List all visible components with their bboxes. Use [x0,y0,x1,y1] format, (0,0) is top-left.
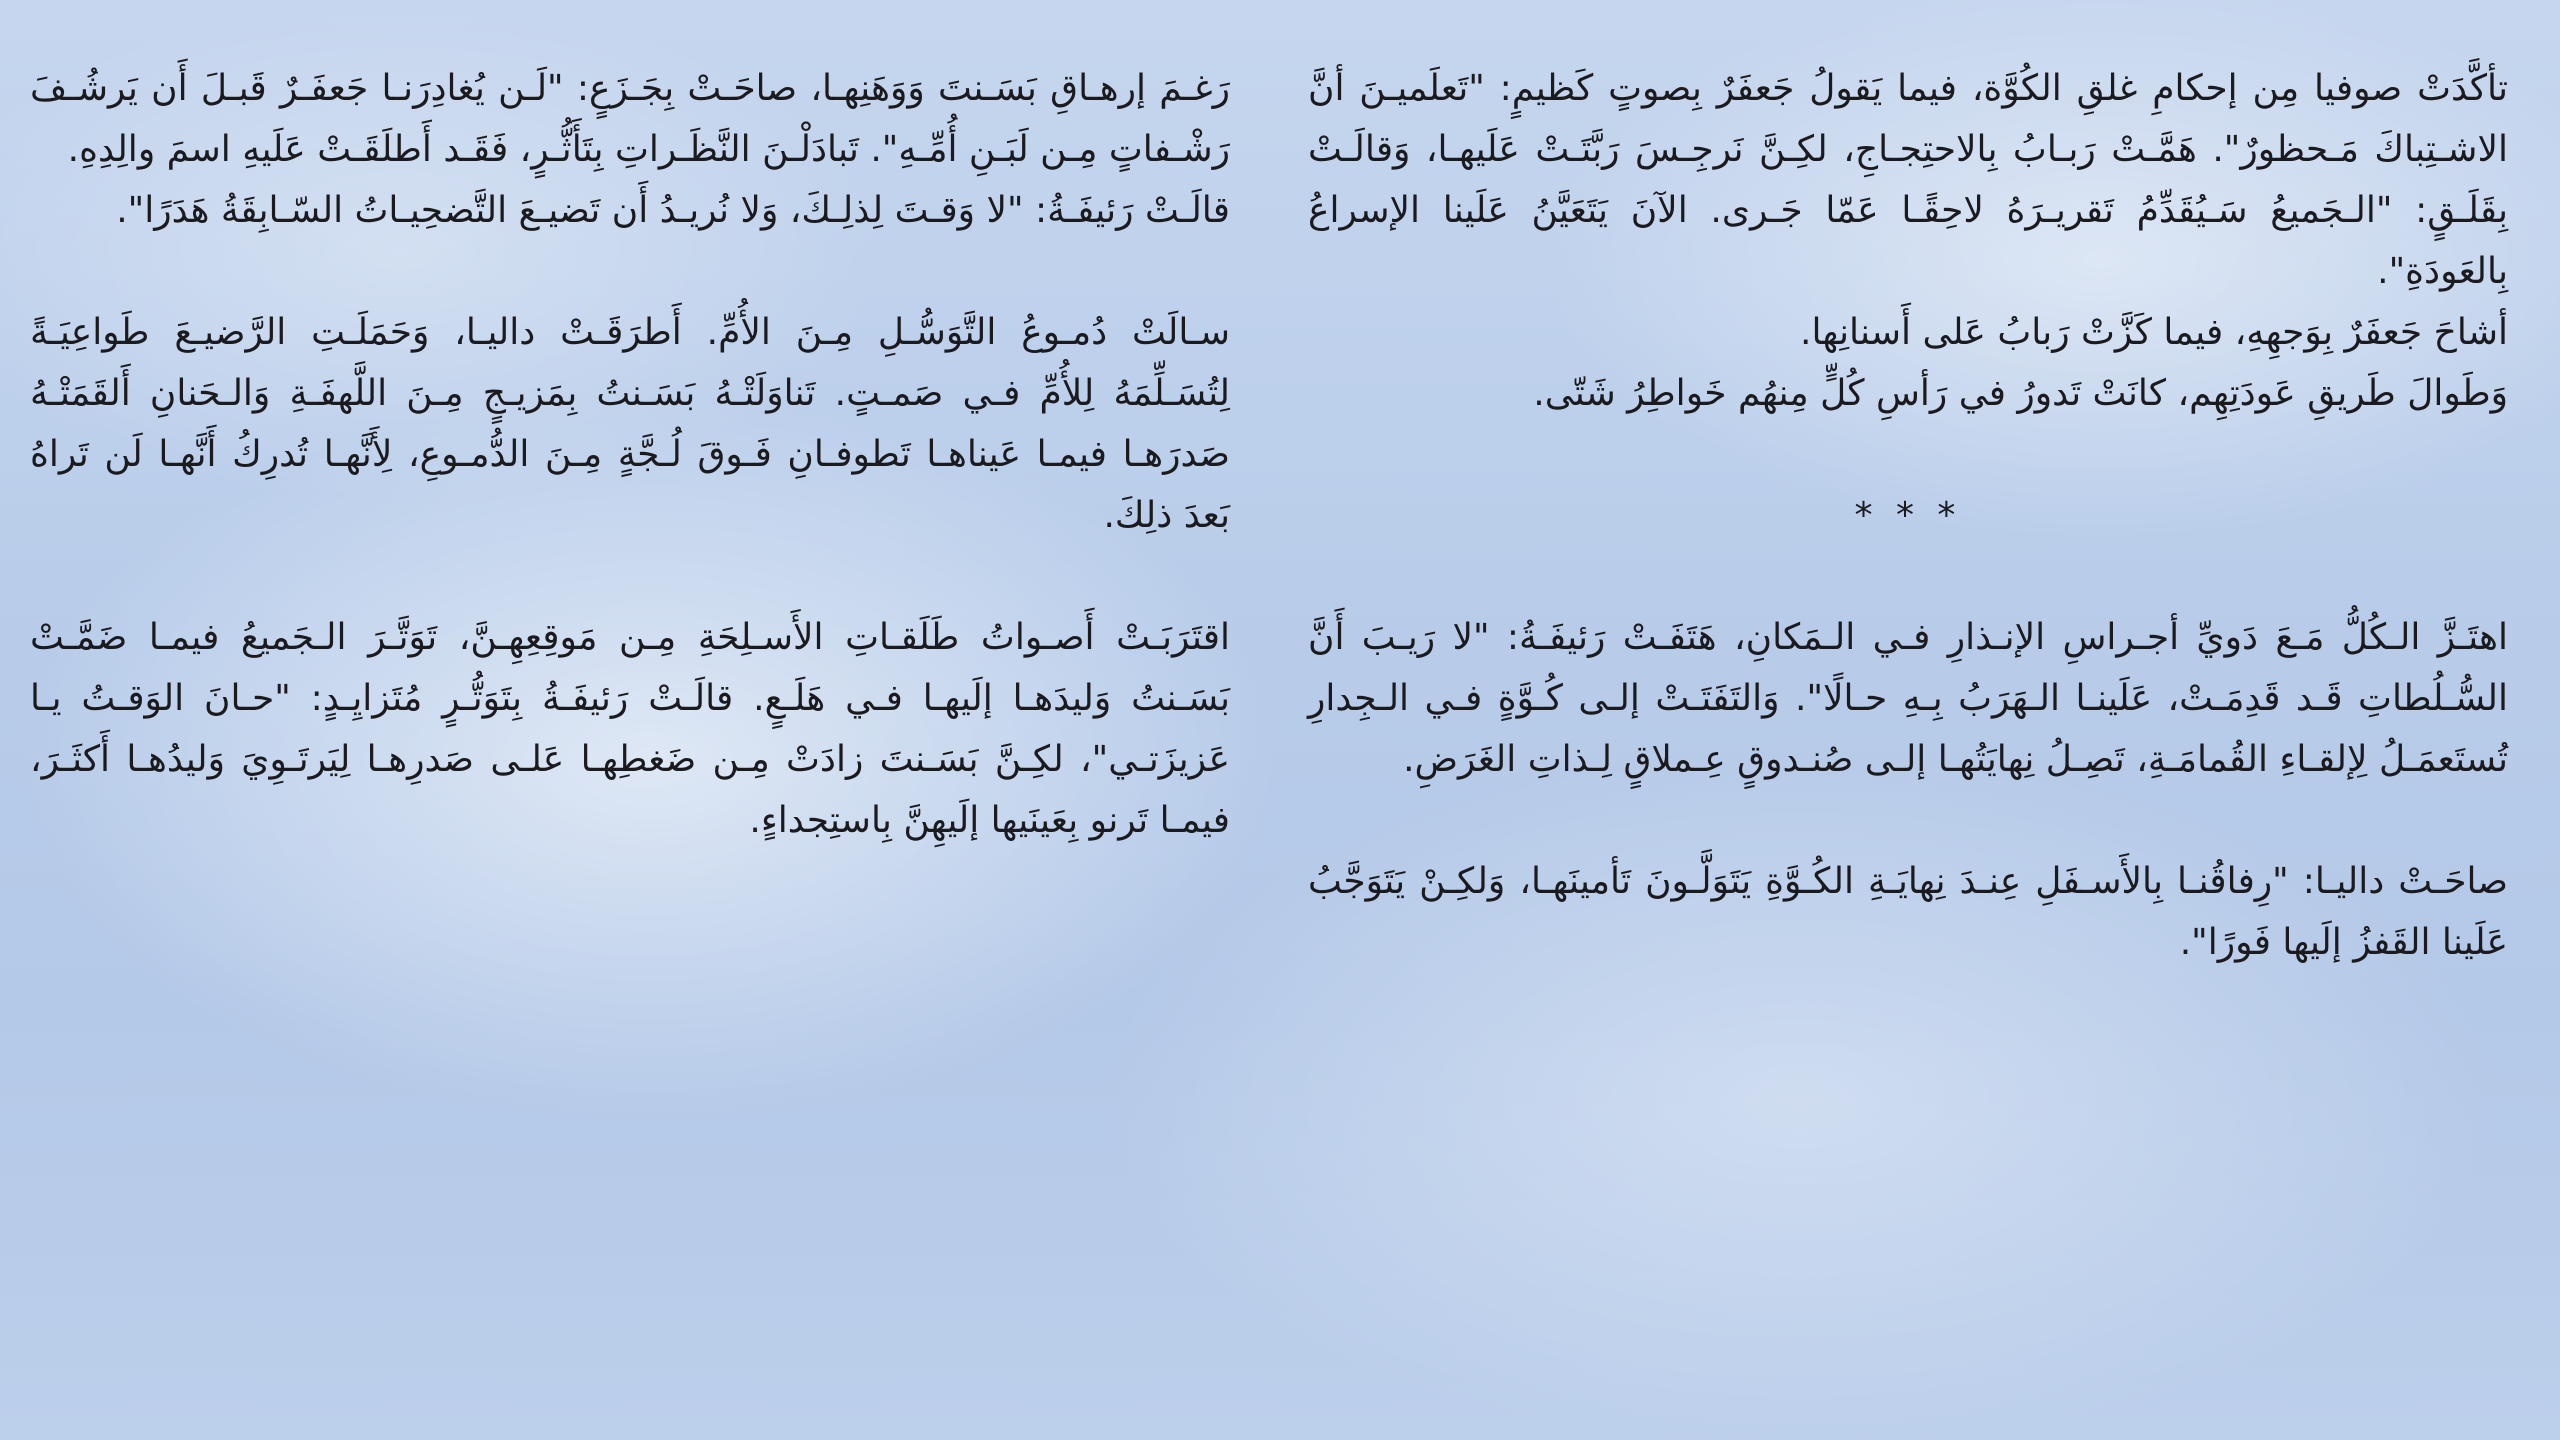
section-separator: * * * [1854,495,1962,536]
paragraph-alarm-bells: اهتَـزَّ الـكُلُّ مَـعَ دَويِّ أجـراسِ الإنـذارِ فـي الـمَكانِ، هَتَفَـتْ رَئيفَـةُ: "لا رَيـبَ أَنَّ السُّـلُطاتِ قَـد قَدِمَـتْ، عَلَينـا الـهَرَبُ بِـهِ حـالًا". وَالتَفَتَـتْ إلـى كُـوَّةٍ فـي الـجِدارِ تُستَعمَـلُ لِإلقـاءِ القُمامَـةِ، تَصِـلُ نِهايَتُهـا إلـى صُنـدوقٍ عِـملاقٍ لِـذاتِ الغَرَضِ. [1308,617,2508,780]
paragraph-jafar-turns-away: أشاحَ جَعفَرٌ بِوَجهِهِ، فيما كَزَّتْ رَبابُ عَلى أَسنانِها. [1800,312,2508,353]
right-text-column [1308,58,2508,973]
paragraph-way-back: وَطَوالَ طَريقِ عَودَتِهِم، كانَتْ تَدورُ في رَأسِ كُلٍّ مِنهُم خَواطِرُ شَتّى. [1533,373,2508,414]
paragraph-gap [1308,424,2508,485]
paragraph-gap [30,546,1230,607]
paragraph-gap [30,241,1230,302]
paragraph-gunshots-approach: اقتَرَبَـتْ أَصـواتُ طَلَقـاتِ الأَسـلِحَةِ مِـن مَوقِعِهِـنَّ، تَوَتَّـرَ الـجَميعُ فيمـا ضَمَّـتْ بَسَـنتُ وَليدَهـا إلَيهـا فـي هَلَـعٍ. قالَـتْ رَئيفَـةُ بِتَوَتُّـرٍ مُتَزايِـدٍ: "حـانَ الوَقـتُ يـا عَزيزَتـي"، لكِـنَّ بَسَـنتَ زادَتْ مِـن ضَغطِهـا عَلـى صَدرِهـا لِيَرتَـوِيَ وَليدُهـا أَكثَـرَ، فيمـا تَرنو بِعَينَيها إلَيهِنَّ بِاستِجداءٍ. [30,617,1230,841]
paragraph-dalia-shouts: صاحَـتْ داليـا: "رِفاقُنـا بِالأَسـفَلِ عِنـدَ نِهايَـةِ الكُـوَّةِ يَتَوَلَّـونَ تَأمينَهـا، وَلكِـنْ يَتَوَجَّبُ عَلَينا القَفزُ إلَيها فَورًا". [1308,861,2508,963]
paragraph-raeefa-no-time: قالَـتْ رَئيفَـةُ: "لا وَقـتَ لِذلِـكَ، وَلا نُريـدُ أَن تَضيـعَ التَّضحِيـاتُ السّـابِقَةُ هَدَرًا". [116,190,1230,231]
paragraph-gap [1308,546,2508,607]
left-text-column [30,58,1230,851]
paragraph-gap [1308,790,2508,851]
paragraph-basant-cries: رَغـمَ إرهـاقِ بَسَـنتَ وَوَهَنِهـا، صاحَـتْ بِجَـزَعٍ: "لَـن يُغادِرَنـا جَعفَـرٌ قَبـلَ أَن يَرشُـفَ رَشْـفاتٍ مِـن لَبَـنِ أُمِّـهِ". تَبادَلْـنَ النَّظَـراتِ بِتَأَثُّـرٍ، فَقَـد أَطلَقَـتْ عَلَيهِ اسمَ والِدِهِ. [30,68,1230,170]
paragraph-mother-tears: سـالَتْ دُمـوعُ التَّوَسُّـلِ مِـنَ الأُمِّ. أَطرَقَـتْ داليـا، وَحَمَلَـتِ الرَّضيـعَ طَواعِيَـةً لِتُسَـلِّمَهُ لِلأُمِّ فـي صَمـتٍ. تَناوَلَتْـهُ بَسَـنتُ بِمَزيـجٍ مِـنَ اللَّهفَـةِ وَالـحَنانِ أَلقَمَتْـهُ صَدرَهـا فيمـا عَيناهـا تَطوفـانِ فَـوقَ لُـجَّةٍ مِـنَ الدُّمـوعِ، لِأَنَّهـا تُدرِكُ أَنَّهـا لَن تَراهُ بَعدَ ذلِكَ. [30,312,1230,536]
paragraph-sophia-closes-hatch: تأكَّدَتْ صوفيا مِن إحكامِ غلقِ الكُوَّة، فيما يَقولُ جَعفَرٌ بِصوتٍ كَظيمٍ: "تَعلَميـنَ أنَّ الاشـتِباكَ مَـحظورٌ". هَمَّـتْ رَبـابُ بِالاحتِجـاجِ، لكِـنَّ نَرجِـسَ رَبَّتَـتْ عَلَيهـا، وَقالَـتْ بِقَلَـقٍ: "الـجَميعُ سَـيُقَدِّمُ تَقريـرَهُ لاحِقًـا عَمّا جَـرى. الآنَ يَتَعَيَّنُ عَلَينا الإسراعُ بِالعَودَةِ". [1308,68,2508,292]
